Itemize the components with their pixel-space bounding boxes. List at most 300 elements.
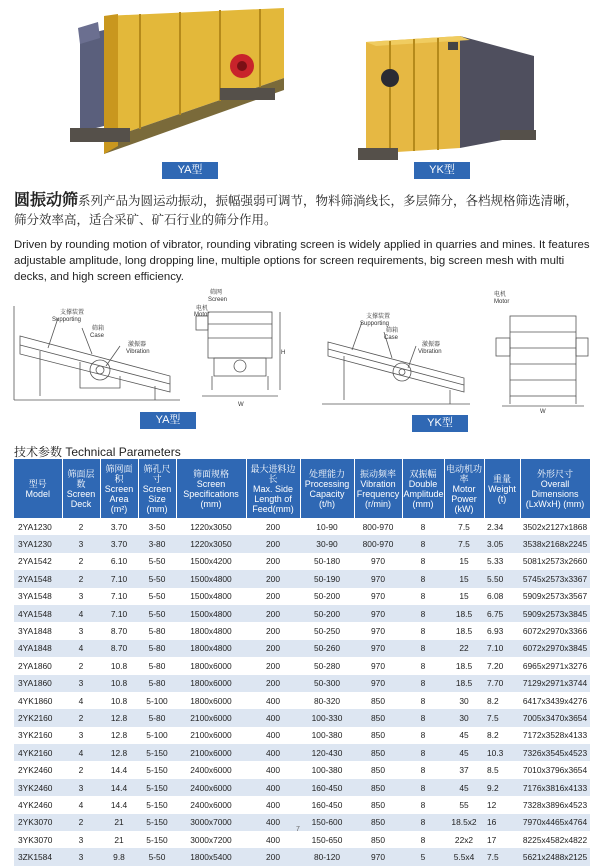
header-screen-size: 筛孔尺寸 Screen Size (mm) — [138, 459, 176, 518]
table-cell: 970 — [354, 570, 402, 587]
table-row — [14, 761, 590, 778]
table-cell: 7176x3816x4133 — [520, 779, 590, 796]
table-cell: 2YA1230 — [18, 521, 52, 532]
table-cell: 15 — [444, 570, 484, 587]
table-cell: 8 — [402, 535, 444, 552]
table-cell: 14.4 — [110, 799, 128, 810]
table-cell: 18.5 — [444, 605, 484, 622]
table-cell: 3000x7000 — [176, 814, 246, 831]
table-cell: 8.2 — [487, 730, 499, 741]
table-cell: 3YK3070 — [18, 834, 53, 845]
table-cell: 3 — [62, 675, 100, 692]
table-row — [14, 709, 590, 726]
table-cell: 200 — [246, 675, 300, 692]
table-row — [14, 848, 590, 865]
table-cell: 8 — [402, 640, 444, 657]
table-cell: 850 — [371, 799, 385, 810]
table-row — [14, 535, 590, 552]
header-frequency: 振动频率 Vibration Frequency (r/min) — [354, 459, 402, 518]
table-cell: 2YA1860 — [18, 660, 52, 671]
table-cell: 2YK3070 — [14, 814, 62, 831]
table-cell: 1500x4200 — [190, 556, 232, 567]
table-cell: 5-50 — [138, 570, 176, 587]
table-cell: 8 — [402, 779, 444, 796]
table-cell: 8.5 — [487, 765, 499, 776]
table-row — [14, 692, 590, 709]
table-cell: 4 — [62, 605, 100, 622]
table-cell: 7129x2971x3744 — [520, 675, 590, 692]
table-cell: 45 — [444, 779, 484, 796]
table-cell: 6965x2971x3276 — [522, 660, 588, 671]
table-cell: 1800x6000 — [190, 695, 232, 706]
yk-screen-photo — [350, 30, 540, 162]
table-cell: 8 — [420, 660, 426, 671]
page-number: 7 — [296, 826, 300, 833]
ya-side-w-label: W — [238, 402, 244, 408]
table-cell: 5-80 — [138, 640, 176, 657]
table-cell: 5-150 — [146, 765, 168, 776]
table-cell: 8 — [420, 556, 426, 567]
table-cell: 5-150 — [138, 779, 176, 796]
table-cell: 50-180 — [313, 556, 341, 567]
table-cell: 7172x3528x4133 — [522, 730, 588, 741]
table-cell: 8 — [420, 521, 426, 532]
table-cell: 37 — [459, 765, 469, 776]
table-cell: 12.8 — [100, 709, 138, 726]
table-cell: 1800x6000 — [176, 675, 246, 692]
table-cell: 8 — [420, 695, 426, 706]
ya-case-cn: 筛箱 — [92, 326, 105, 332]
table-cell: 200 — [246, 640, 300, 657]
ya-photo-label: YA型 — [162, 162, 218, 179]
table-row — [14, 814, 590, 831]
table-cell: 850 — [371, 730, 385, 741]
table-cell: 5-150 — [138, 814, 176, 831]
header-weight: 重量 Weight (t) — [484, 459, 520, 518]
table-cell: 2.34 — [487, 521, 504, 532]
table-cell: 5621x2488x2125 — [520, 848, 590, 865]
table-cell: 9.8 — [100, 848, 138, 865]
table-cell: 8 — [402, 570, 444, 587]
table-row — [14, 570, 590, 587]
params-title: 技术参数 Technical Parameters — [14, 445, 181, 459]
table-cell: 16 — [484, 814, 520, 831]
table-cell: 4YK2460 — [18, 799, 53, 810]
header-motor-power: 电动机功率 Motor Power (kW) — [444, 459, 484, 518]
table-cell: 850 — [354, 709, 402, 726]
table-cell: 1800x6000 — [190, 660, 232, 671]
table-cell: 5909x2573x3567 — [522, 591, 588, 602]
table-cell: 2400x6000 — [190, 765, 232, 776]
header-max-feed: 最大进料边长 Max. Side Length of Feed(mm) — [246, 459, 300, 518]
table-cell: 5-150 — [138, 744, 176, 761]
table-cell: 8.2 — [487, 695, 499, 706]
table-cell: 7970x4465x4764 — [520, 814, 590, 831]
table-cell: 80-120 — [300, 848, 354, 865]
table-cell: 7.10 — [110, 591, 128, 602]
table-cell: 8 — [420, 765, 426, 776]
table-cell: 6.75 — [484, 605, 520, 622]
table-cell: 5.50 — [484, 570, 520, 587]
table-cell: 970 — [371, 626, 385, 637]
ya-screen-photo — [70, 8, 290, 160]
table-cell: 7010x3796x3654 — [522, 765, 588, 776]
table-cell: 5-80 — [148, 660, 166, 671]
table-cell: 4YK2160 — [14, 744, 62, 761]
ya-side-motor-label: Motor — [194, 312, 210, 318]
table-cell: 200 — [266, 660, 280, 671]
table-cell: 2YA1548 — [14, 570, 62, 587]
table-cell: 22x2 — [454, 834, 474, 845]
table-cell: 2400x6000 — [176, 779, 246, 796]
table-cell: 3000x7200 — [190, 834, 232, 845]
table-cell: 100-330 — [300, 709, 354, 726]
table-cell: 8 — [420, 834, 426, 845]
table-row — [14, 640, 590, 657]
table-cell: 1800x4800 — [190, 626, 232, 637]
yk-photo-label: YK型 — [414, 162, 470, 179]
ya-supporting-cn: 支撑装置 — [60, 310, 85, 316]
table-cell: 4 — [62, 640, 100, 657]
table-cell: 400 — [246, 814, 300, 831]
table-cell: 7.10 — [100, 605, 138, 622]
table-cell: 200 — [266, 591, 280, 602]
table-cell: 3 — [62, 779, 100, 796]
table-cell: 3YA1848 — [18, 626, 52, 637]
table-cell: 2YA1542 — [18, 556, 52, 567]
header-screen-deck: 筛面层数 Screen Deck — [62, 459, 100, 518]
table-cell: 10.8 — [100, 675, 138, 692]
table-row — [14, 605, 590, 622]
header-screen-spec: 筛面规格 Screen Specifications (mm) — [176, 459, 246, 518]
header-capacity: 处理能力 Processing Capacity (t/h) — [300, 459, 354, 518]
table-cell: 970 — [354, 605, 402, 622]
table-cell: 2 — [62, 814, 100, 831]
table-cell: 45 — [459, 730, 469, 741]
table-cell: 6.93 — [487, 626, 504, 637]
table-cell: 7.10 — [100, 570, 138, 587]
table-cell: 5745x2573x3367 — [520, 570, 590, 587]
ya-vibration-label: Vibration — [126, 349, 150, 355]
table-cell: 400 — [246, 779, 300, 796]
table-cell: 850 — [371, 765, 385, 776]
ya-case-label: Case — [90, 333, 105, 339]
table-row — [14, 588, 590, 605]
table-cell: 1500x4800 — [176, 605, 246, 622]
table-cell: 150-600 — [300, 814, 354, 831]
ya-vibration-cn: 激振器 — [128, 342, 147, 348]
table-cell: 5 — [402, 848, 444, 865]
table-cell: 7.70 — [484, 675, 520, 692]
table-cell: 8 — [420, 730, 426, 741]
table-cell: 7326x3545x4523 — [520, 744, 590, 761]
ya-supporting-label: Supporting — [52, 317, 82, 323]
intro-title: 圆振动筛 — [14, 192, 79, 209]
table-cell: 2YK2160 — [14, 709, 62, 726]
ya-diagram — [10, 296, 188, 408]
table-cell: 850 — [354, 814, 402, 831]
table-cell: 8 — [420, 626, 426, 637]
table-cell: 15 — [459, 556, 469, 567]
ya-diagram-label: YA型 — [140, 412, 196, 429]
table-row — [14, 657, 590, 674]
table-cell: 18.5 — [455, 660, 473, 671]
table-cell: 7.20 — [487, 660, 504, 671]
table-cell: 400 — [266, 765, 280, 776]
table-cell: 5-80 — [138, 709, 176, 726]
table-cell: 120-430 — [300, 744, 354, 761]
table-cell: 5-80 — [138, 675, 176, 692]
intro-heading-block — [14, 191, 588, 230]
table-cell: 3 — [62, 848, 100, 865]
table-cell: 10.3 — [484, 744, 520, 761]
table-cell: 400 — [266, 730, 280, 741]
table-cell: 160-450 — [311, 799, 343, 810]
table-cell: 5909x2573x3845 — [520, 605, 590, 622]
table-cell: 1500x4800 — [190, 591, 232, 602]
table-cell: 55 — [459, 799, 469, 810]
table-cell: 17 — [487, 834, 497, 845]
table-cell: 10-90 — [316, 521, 338, 532]
intro-text-cn: 系列产品为圆运动振动，振幅强弱可调节，物料筛淌线长，多层筛分，各档规格筛选清晰，筛分效率高，适合采矿、矿石行业的筛分作用。 — [14, 194, 579, 227]
table-cell: 5-50 — [138, 605, 176, 622]
table-cell: 2 — [62, 709, 100, 726]
table-row — [14, 622, 590, 639]
table-cell: 5-150 — [146, 834, 168, 845]
table-cell: 12 — [487, 799, 497, 810]
table-cell: 5-50 — [148, 556, 166, 567]
table-cell: 3-50 — [148, 521, 166, 532]
table-cell: 970 — [371, 556, 385, 567]
ya-side-screen-label: Screen — [208, 297, 228, 303]
table-cell: 7005x3470x3654 — [520, 709, 590, 726]
table-cell: 18.5 — [444, 675, 484, 692]
table-cell: 850 — [371, 695, 385, 706]
table-cell: 10.8 — [110, 660, 128, 671]
table-cell: 5-50 — [148, 591, 166, 602]
table-cell: 3YK2460 — [14, 779, 62, 796]
table-cell: 200 — [266, 556, 280, 567]
table-cell: 850 — [354, 779, 402, 796]
header-dimensions: 外形尺寸 Overall Dimensions (LxWxH) (mm) — [520, 459, 590, 518]
table-cell: 2 — [78, 556, 84, 567]
yk-supporting-cn: 支撑装置 — [366, 314, 391, 320]
table-cell: 30 — [444, 709, 484, 726]
table-cell: 400 — [266, 799, 280, 810]
table-cell: 3.05 — [484, 535, 520, 552]
yk-diagram-label: YK型 — [412, 415, 468, 432]
table-cell: 3YA1860 — [14, 675, 62, 692]
yk-vibration-cn: 激振器 — [422, 342, 441, 348]
table-cell: 6072x2970x3845 — [520, 640, 590, 657]
table-cell: 8 — [402, 744, 444, 761]
table-cell: 1220x3050 — [190, 521, 232, 532]
table-cell: 970 — [371, 660, 385, 671]
table-cell: 7.5 — [458, 521, 470, 532]
header-model: 型号 Model — [14, 459, 62, 518]
table-cell: 5-150 — [146, 799, 168, 810]
table-cell: 2 — [78, 765, 84, 776]
table-cell: 3 — [78, 730, 84, 741]
table-cell: 1500x4800 — [176, 570, 246, 587]
table-cell: 6.10 — [110, 556, 128, 567]
yk-side-motor-label: Motor — [494, 299, 510, 305]
table-cell: 8 — [402, 814, 444, 831]
table-cell: 400 — [266, 695, 280, 706]
table-body — [14, 518, 590, 866]
table-row — [14, 744, 590, 761]
table-cell: 1800x4800 — [176, 640, 246, 657]
yk-side-w-label: W — [540, 409, 546, 415]
table-cell: 200 — [266, 626, 280, 637]
table-cell: 3 — [78, 834, 84, 845]
table-cell: 150-650 — [311, 834, 343, 845]
table-cell: 2400x6000 — [190, 799, 232, 810]
table-cell: 6.08 — [487, 591, 504, 602]
table-cell: 1220x3050 — [176, 535, 246, 552]
table-cell: 5081x2573x2660 — [522, 556, 588, 567]
table-cell: 8 — [402, 605, 444, 622]
ya-side-motor-cn: 电机 — [196, 306, 209, 312]
table-cell: 2YK2460 — [18, 765, 53, 776]
table-cell: 970 — [354, 675, 402, 692]
table-cell: 22 — [444, 640, 484, 657]
table-cell: 3.70 — [100, 535, 138, 552]
table-cell: 100-380 — [311, 765, 343, 776]
table-cell: 970 — [354, 640, 402, 657]
table-cell: 3 — [78, 626, 84, 637]
table-cell: 30-90 — [300, 535, 354, 552]
table-cell: 850 — [371, 834, 385, 845]
table-cell: 3YA1230 — [14, 535, 62, 552]
table-cell: 2100x6000 — [176, 744, 246, 761]
table-cell: 970 — [371, 591, 385, 602]
table-cell: 18.5x2 — [444, 814, 484, 831]
table-row — [14, 675, 590, 692]
table-cell: 8225x4582x4822 — [522, 834, 588, 845]
table-cell: 160-450 — [300, 779, 354, 796]
table-row — [14, 796, 590, 813]
table-cell: 8.70 — [100, 640, 138, 657]
table-cell: 3502x2127x1868 — [522, 521, 588, 532]
yk-case-cn: 筛箱 — [386, 328, 399, 334]
table-cell: 8 — [420, 799, 426, 810]
table-cell: 50-200 — [300, 605, 354, 622]
table-cell: 4 — [78, 799, 84, 810]
table-header-row — [14, 459, 590, 518]
table-cell: 18.5 — [455, 626, 473, 637]
ya-side-diagram — [192, 282, 284, 412]
table-cell: 3538x2168x2245 — [520, 535, 590, 552]
table-cell: 15 — [459, 591, 469, 602]
table-cell: 400 — [246, 709, 300, 726]
table-cell: 8 — [402, 709, 444, 726]
ya-side-screen-cn: 筛网 — [210, 290, 223, 296]
table-cell: 3-80 — [138, 535, 176, 552]
table-cell: 800-970 — [354, 535, 402, 552]
yk-supporting-label: Supporting — [360, 321, 390, 327]
table-cell: 50-250 — [313, 626, 341, 637]
table-cell: 800-970 — [362, 521, 394, 532]
table-cell: 3YA1548 — [18, 591, 52, 602]
table-cell: 50-190 — [300, 570, 354, 587]
table-cell: 850 — [354, 744, 402, 761]
table-cell: 7.5 — [484, 848, 520, 865]
parameters-table — [14, 459, 591, 866]
table-cell: 12.8 — [110, 730, 128, 741]
table-cell: 3.70 — [110, 521, 128, 532]
table-cell: 6417x3439x4276 — [522, 695, 588, 706]
table-cell: 50-200 — [313, 591, 341, 602]
ya-side-h-label: H — [281, 350, 286, 356]
table-cell: 3 — [62, 535, 100, 552]
table-row — [14, 518, 590, 535]
yk-diagram — [318, 312, 476, 412]
table-cell: 9.2 — [484, 779, 520, 796]
table-cell: 970 — [354, 848, 402, 865]
table-cell: 100-380 — [311, 730, 343, 741]
table-cell: 5-100 — [146, 695, 168, 706]
table-cell: 50-280 — [313, 660, 341, 671]
table-cell: 6072x2970x3366 — [522, 626, 588, 637]
table-cell: 5-80 — [148, 626, 166, 637]
table-cell: 200 — [246, 535, 300, 552]
table-cell: 5-100 — [146, 730, 168, 741]
table-cell: 50-300 — [300, 675, 354, 692]
yk-case-label: Case — [384, 335, 399, 341]
table-cell: 21 — [114, 834, 124, 845]
table-cell: 7328x3896x4523 — [522, 799, 588, 810]
table-cell: 1800x5400 — [176, 848, 246, 865]
intro-text-en: Driven by rounding motion of vibrator, rounding vibrating screen is widely applied in quarries and mines. It features adjustable amplitude, long dropping line, multiple options for screen requirements, big screen mesh with multi decks, and high screen efficiency. — [14, 239, 590, 283]
table-cell: 400 — [246, 744, 300, 761]
table-cell: 2 — [78, 521, 84, 532]
table-cell: 12.8 — [100, 744, 138, 761]
table-cell: 200 — [246, 605, 300, 622]
table-cell: 200 — [266, 521, 280, 532]
table-cell: 2100x6000 — [176, 709, 246, 726]
table-cell: 8 — [420, 591, 426, 602]
table-cell: 21 — [100, 814, 138, 831]
table-cell: 8.70 — [110, 626, 128, 637]
table-row — [14, 727, 590, 744]
table-cell: 4YA1848 — [14, 640, 62, 657]
table-cell: 5-50 — [138, 848, 176, 865]
table-cell: 14.4 — [110, 765, 128, 776]
table-cell: 200 — [246, 570, 300, 587]
table-cell: 7.5 — [444, 535, 484, 552]
table-cell: 4YA1548 — [14, 605, 62, 622]
yk-vibration-label: Vibration — [418, 349, 442, 355]
table-cell: 3 — [78, 591, 84, 602]
table-cell: 30 — [459, 695, 469, 706]
table-cell: 5.5x4 — [444, 848, 484, 865]
header-screen-area: 筛网面积 Screen Area (m²) — [100, 459, 138, 518]
table-row — [14, 553, 590, 570]
table-cell: 3ZK1584 — [14, 848, 62, 865]
table-row — [14, 779, 590, 796]
table-cell: 3YK2160 — [18, 730, 53, 741]
table-cell: 80-320 — [313, 695, 341, 706]
table-cell: 45 — [444, 744, 484, 761]
yk-side-motor-cn: 电机 — [494, 292, 507, 298]
yk-side-diagram — [488, 286, 592, 414]
table-cell: 400 — [266, 834, 280, 845]
table-cell: 5.33 — [487, 556, 504, 567]
table-cell: 10.8 — [110, 695, 128, 706]
table-cell: 50-260 — [300, 640, 354, 657]
table-cell: 4YK1860 — [18, 695, 53, 706]
